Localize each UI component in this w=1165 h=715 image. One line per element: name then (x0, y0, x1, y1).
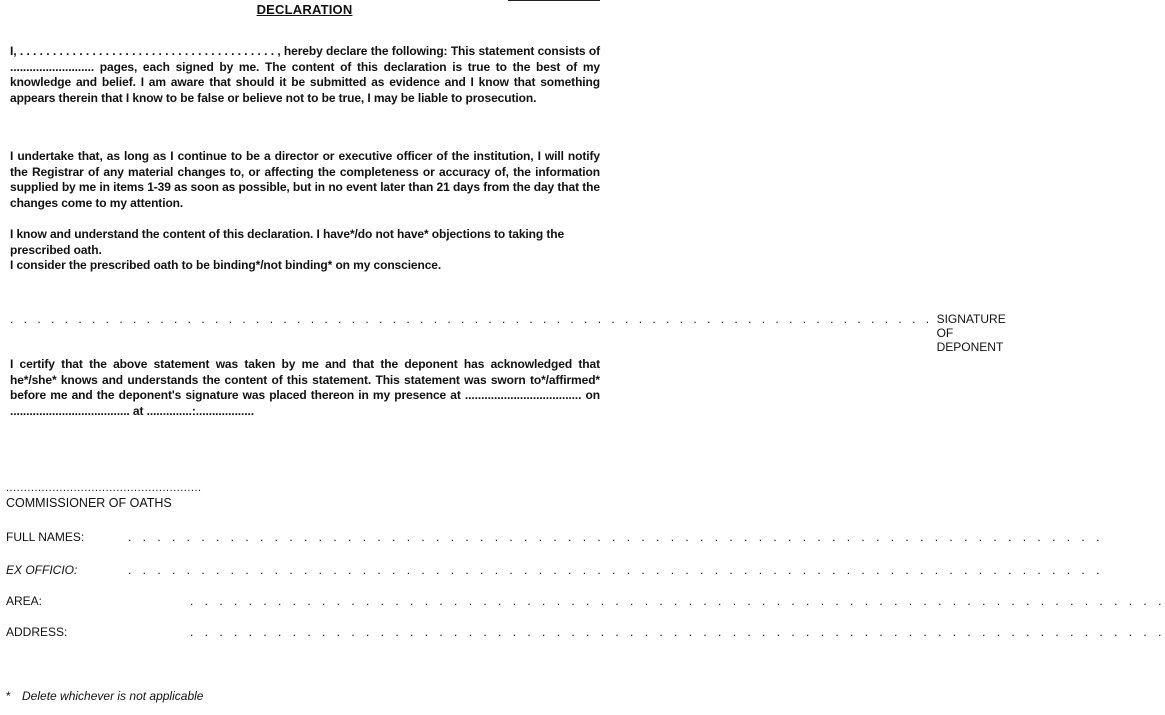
address-label: ADDRESS: (6, 625, 68, 639)
footnote-text: Delete whichever is not applicable (22, 689, 204, 703)
oath-objection-line: I know and understand the content of this declaration. I have*/do not have* objections to taking the prescribed oath. (10, 227, 565, 257)
undertaking-paragraph: I undertake that, as long as I continue to be a director or executive officer of the institution, I will notify the Registrar of any material changes to, or affecting the completeness or accuracy of, the information supplied by me in items 1-39 as soon as possible, but in no event later than 21 days from the day that the changes come to my attention. (10, 149, 600, 210)
footnote (6, 689, 203, 703)
commissioner-label: COMMISSIONER OF OATHS (6, 496, 172, 510)
signature-dots: . . . . . . . . . . . . . . . . . . . . . . . . . . . . . . . . . . . . . . . . . . . . . . . . . . . . . . . . . . . . . . . . . . . . (10, 312, 933, 326)
address-dots: . . . . . . . . . . . . . . . . . . . . . . . . . . . . . . . . . . . . . . . . . . . . . . . . . . . . . . . . . . . . . . . . . . . (190, 625, 1165, 639)
deponent-signature-line (10, 312, 1006, 354)
oath-paragraph (10, 227, 600, 274)
oath-binding-line: I consider the prescribed oath to be binding*/not binding* on my conscience. (10, 258, 442, 272)
declaration-paragraph: I, . . . . . . . . . . . . . . . . . . . . . . . . . . . . . . . . . . . . . . . , hereby declare the following: This statement consists of .......................... pages, each signed by me. The content of this declaration is true to the best of my knowledge and belief. I am aware that should it be submitted as evidence and I know that something appears therein that I know to be false or believe not to be true, I may be liable to prosecution. (10, 44, 600, 105)
area-label: AREA: (6, 594, 43, 608)
ex-officio-label: EX OFFICIO: (6, 563, 78, 577)
full-names-dots: . . . . . . . . . . . . . . . . . . . . . . . . . . . . . . . . . . . . . . . . . . . . . . . . . . . . . . . . . . . . . . . . . . . (128, 530, 1104, 544)
certification-paragraph: I certify that the above statement was taken by me and that the deponent has acknowledged that he*/she* knows and understands the content of this statement. This statement was sworn to*/affirmed* before me and the deponent's signature was placed thereon in my presence at .................................... on ..................................... at ..............:.................. (10, 357, 600, 418)
page-title: DECLARATION (256, 2, 353, 17)
area-dots: . . . . . . . . . . . . . . . . . . . . . . . . . . . . . . . . . . . . . . . . . . . . . . . . . . . . . . . . . . . . . . . . . . . (190, 594, 1165, 608)
top-rule (508, 0, 600, 1)
footnote-asterisk: * (6, 689, 11, 703)
full-names-label: FULL NAMES: (6, 530, 85, 544)
ex-officio-dots: . . . . . . . . . . . . . . . . . . . . . . . . . . . . . . . . . . . . . . . . . . . . . . . . . . . . . . . . . . . . . . . . . . . (128, 563, 1104, 577)
signature-label: SIGNATURE OF DEPONENT (936, 312, 1006, 354)
commissioner-signature-dots: ....................................................... (6, 482, 202, 494)
